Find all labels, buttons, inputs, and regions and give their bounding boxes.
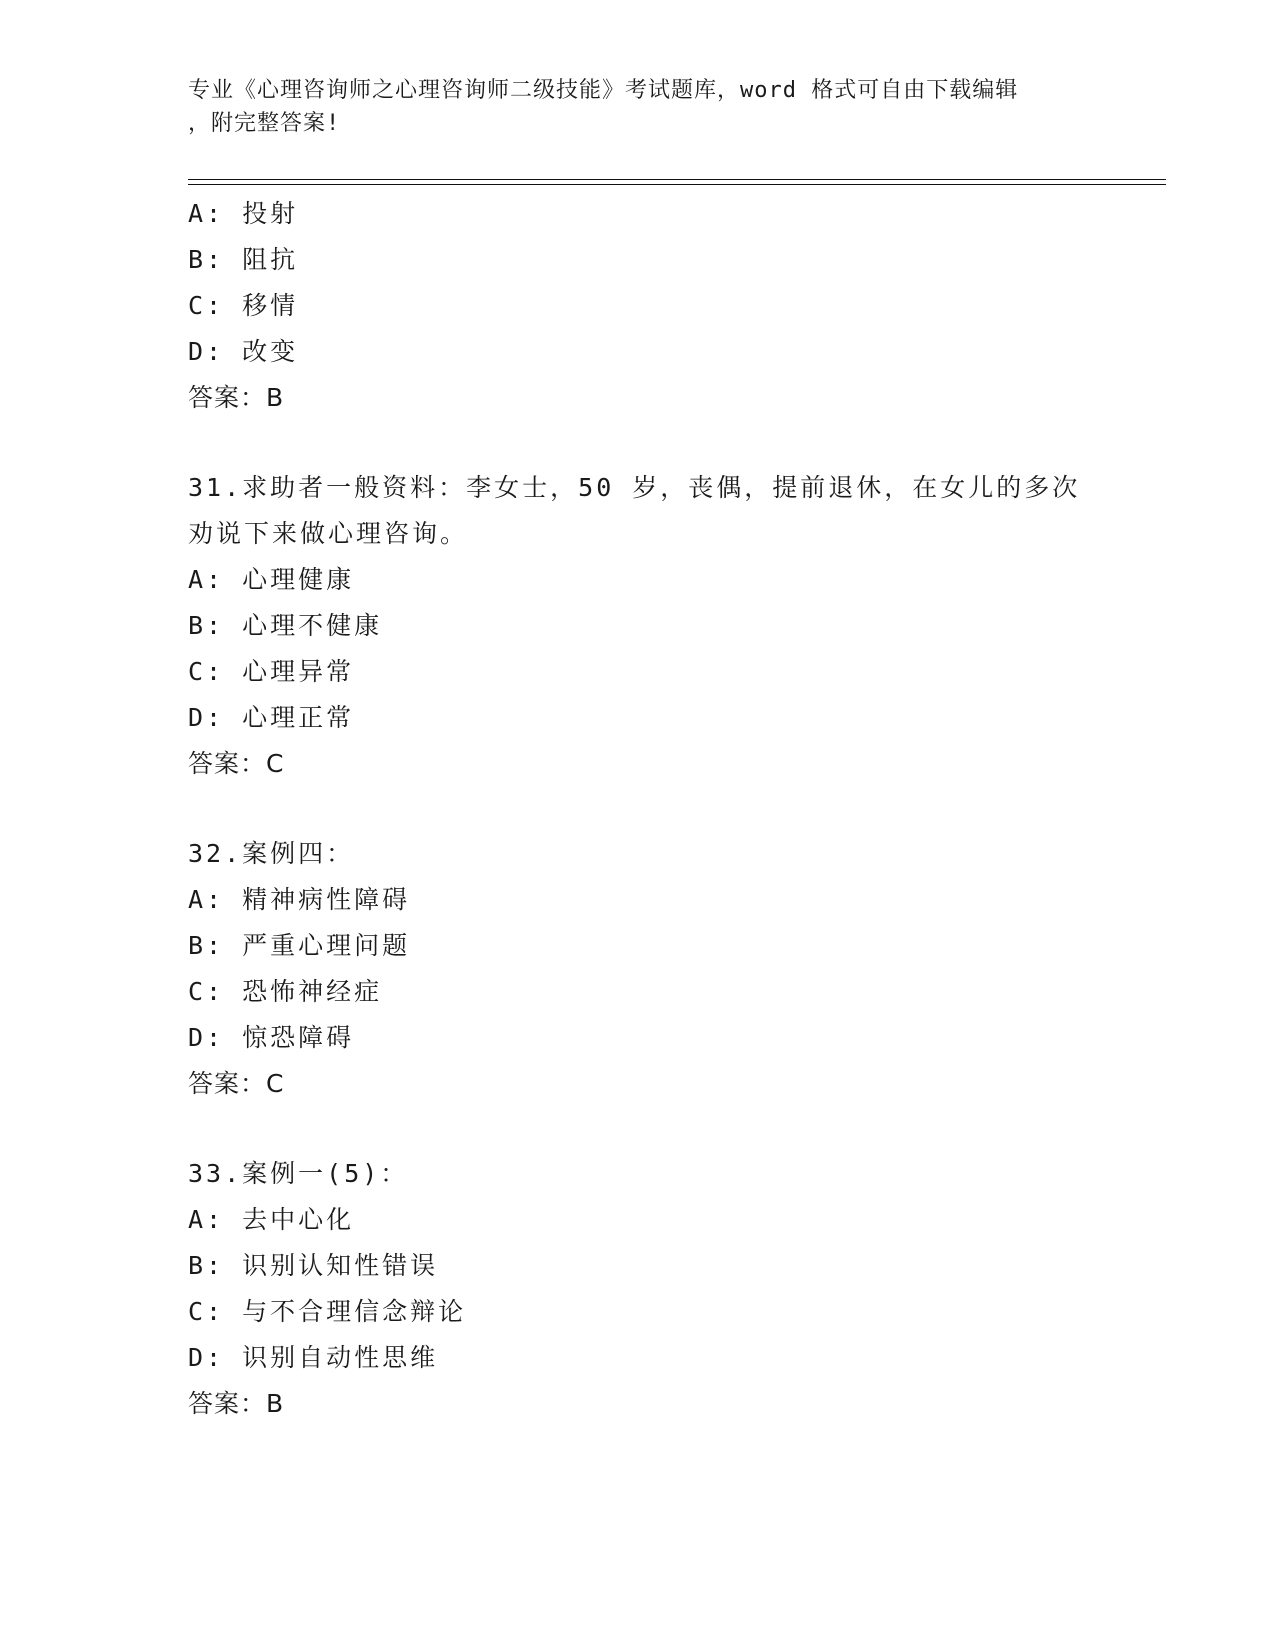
- option-c: C: 恐怖神经症: [188, 977, 383, 1006]
- question-30-block: [188, 191, 1148, 421]
- spacer: [188, 421, 1148, 465]
- option-c: C: 心理异常: [188, 657, 355, 686]
- spacer: [188, 1107, 1148, 1151]
- question-list: [188, 191, 1148, 1427]
- question-31-block: [188, 465, 1148, 787]
- option-a: A: 精神病性障碍: [188, 885, 411, 914]
- option-a: A: 去中心化: [188, 1205, 355, 1234]
- option-d: D: 惊恐障碍: [188, 1023, 355, 1052]
- option-b: B: 识别认知性错误: [188, 1251, 439, 1280]
- option-c: C: 移情: [188, 291, 299, 320]
- option-d: D: 心理正常: [188, 703, 355, 732]
- header-divider-bottom: [188, 184, 1166, 185]
- answer-line: 答案：C: [188, 749, 285, 778]
- option-a: A: 心理健康: [188, 565, 355, 594]
- option-d: D: 识别自动性思维: [188, 1343, 439, 1372]
- question-text-line-2: 劝说下来做心理咨询。: [188, 519, 469, 548]
- question-33-block: [188, 1151, 1148, 1427]
- option-c: C: 与不合理信念辩论: [188, 1297, 467, 1326]
- option-d: D: 改变: [188, 337, 299, 366]
- header-line-1: 专业《心理咨询师之心理咨询师二级技能》考试题库，word 格式可自由下载编辑: [188, 78, 1019, 103]
- question-32-block: [188, 831, 1148, 1107]
- option-b: B: 严重心理问题: [188, 931, 411, 960]
- answer-line: 答案：B: [188, 383, 285, 412]
- header-line-2: ，附完整答案!: [188, 111, 341, 136]
- answer-line: 答案：C: [188, 1069, 285, 1098]
- option-b: B: 阻抗: [188, 245, 299, 274]
- option-b: B: 心理不健康: [188, 611, 383, 640]
- answer-line: 答案：B: [188, 1389, 285, 1418]
- document-header: [188, 74, 1088, 140]
- question-text: 33.案例一(5)：: [188, 1159, 409, 1188]
- question-text: 32.案例四：: [188, 839, 355, 868]
- header-divider-top: [188, 179, 1166, 180]
- option-a: A: 投射: [188, 199, 299, 228]
- question-text-line-1: 31.求助者一般资料：李女士，50 岁，丧偶，提前退休，在女儿的多次: [188, 473, 1081, 502]
- spacer: [188, 787, 1148, 831]
